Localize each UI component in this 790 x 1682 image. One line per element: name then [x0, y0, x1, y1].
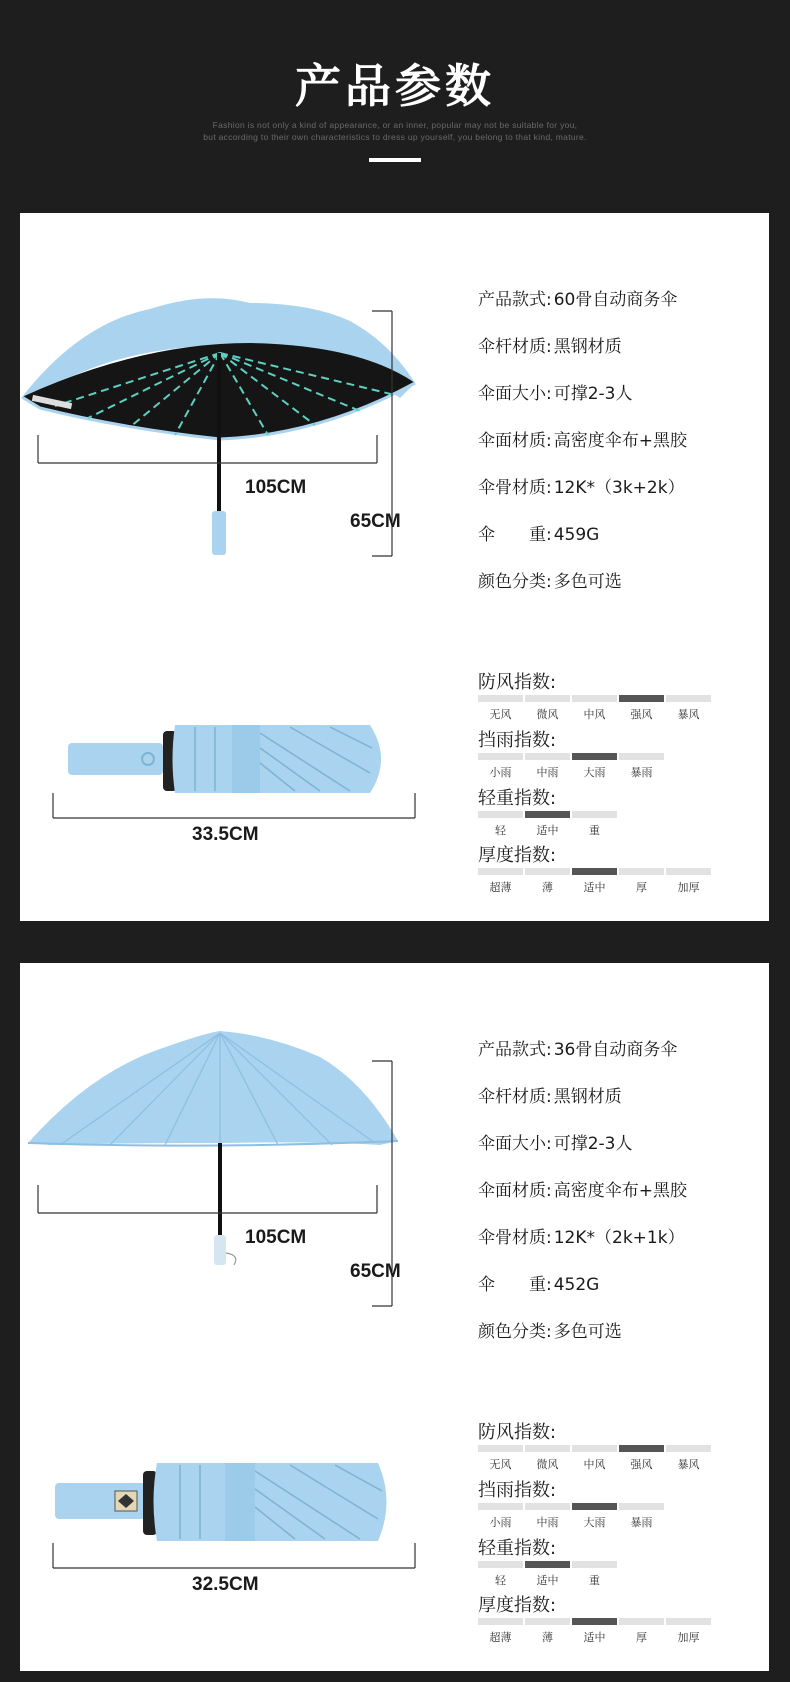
index-segment	[525, 1445, 570, 1452]
page-header	[0, 0, 790, 210]
index-segment	[525, 1618, 570, 1625]
header-subtitle-line-2: but according to their own characteristics to dress up yourself, you belong to that kind, mature.	[203, 132, 587, 142]
index-level-label: 加厚	[677, 881, 700, 894]
index-segment	[478, 1618, 523, 1625]
header-subtitle-line-1: Fashion is not only a kind of appearance, or an inner, popular may not be suitable for you,	[212, 120, 578, 130]
open-width-label: 105CM	[245, 1227, 307, 1248]
index-title: 厚度指数:	[478, 1595, 557, 1616]
spec-label: 伞面材质:	[478, 431, 552, 451]
spec-label: 伞 重:	[478, 1275, 552, 1295]
spec-value: 可撑2-3人	[553, 1134, 633, 1154]
index-level-label: 厚	[636, 881, 647, 894]
spec-value: 高密度伞布+黑胶	[553, 1181, 687, 1201]
index-title: 厚度指数:	[478, 845, 557, 866]
index-segment	[572, 1561, 617, 1568]
index-level-label: 暴风	[677, 708, 700, 721]
spec-row-style	[478, 285, 677, 310]
index-segment	[525, 868, 570, 875]
spec-row-color	[478, 567, 622, 592]
index-segment	[572, 695, 617, 702]
product-panel-2	[20, 963, 769, 1671]
spec-row-weight	[478, 520, 599, 545]
index-title: 防风指数:	[478, 672, 557, 693]
product-2-figure	[20, 963, 450, 1671]
index-level-label: 超薄	[489, 1631, 512, 1644]
spec-label: 颜色分类:	[478, 1322, 552, 1342]
product-panel-1	[20, 213, 769, 921]
spec-value: 可撑2-3人	[553, 384, 633, 404]
index-segment	[478, 868, 523, 875]
index-level-label: 暴风	[677, 1458, 700, 1471]
spec-row-canopy-material	[478, 1176, 687, 1201]
open-umbrella-image	[28, 1031, 398, 1265]
index-segment	[619, 1618, 664, 1625]
thickness-index	[478, 1591, 768, 1649]
rain-index	[478, 1476, 768, 1534]
index-level-label: 加厚	[677, 1631, 700, 1644]
index-level-label: 轻	[495, 1574, 506, 1587]
index-title: 挡雨指数:	[478, 730, 557, 751]
title-underline	[369, 158, 421, 162]
folded-umbrella-image	[68, 725, 381, 793]
spec-value: 黑钢材质	[553, 337, 622, 357]
index-segment-selected	[572, 1618, 617, 1625]
index-segment-selected	[619, 1445, 664, 1452]
spec-value: 60骨自动商务伞	[553, 290, 678, 310]
index-segment	[525, 1503, 570, 1510]
index-level-label: 大雨	[583, 766, 606, 779]
index-title: 轻重指数:	[478, 1538, 557, 1559]
index-level-label: 微风	[536, 708, 559, 721]
open-width-label: 105CM	[245, 477, 307, 498]
folded-length-dimension-line	[53, 793, 415, 818]
spec-value: 12K*（2k+1k）	[553, 1228, 685, 1248]
folded-umbrella-image	[55, 1463, 387, 1541]
index-level-label: 小雨	[489, 1516, 512, 1529]
index-level-label: 薄	[542, 1631, 553, 1644]
index-level-label: 小雨	[489, 766, 512, 779]
spec-label: 颜色分类:	[478, 572, 552, 592]
index-segment	[525, 695, 570, 702]
spec-row-rib-material	[478, 1223, 685, 1248]
index-segment	[666, 695, 711, 702]
index-level-label: 无风	[489, 1458, 512, 1471]
spec-row-color	[478, 1317, 622, 1342]
spec-row-canopy-size	[478, 379, 633, 404]
spec-row-style	[478, 1035, 677, 1060]
spec-label: 伞面大小:	[478, 1134, 552, 1154]
open-width-dimension-line	[38, 1185, 377, 1213]
weight-index	[478, 784, 768, 842]
index-level-label: 中风	[583, 708, 606, 721]
index-segment	[478, 753, 523, 760]
spec-label: 伞骨材质:	[478, 478, 552, 498]
spec-label: 伞 重:	[478, 525, 552, 545]
spec-value: 459G	[553, 525, 600, 545]
spec-label: 伞杆材质:	[478, 337, 552, 357]
index-segment	[478, 1445, 523, 1452]
index-segment-selected	[525, 811, 570, 818]
spec-label: 伞面材质:	[478, 1181, 552, 1201]
index-segment	[572, 811, 617, 818]
rain-index	[478, 726, 768, 784]
spec-value: 高密度伞布+黑胶	[553, 431, 687, 451]
index-title: 防风指数:	[478, 1422, 557, 1443]
spec-row-rib-material	[478, 473, 685, 498]
wind-index	[478, 668, 768, 726]
index-level-label: 暴雨	[630, 766, 653, 779]
index-level-label: 强风	[630, 708, 653, 721]
spec-label: 产品款式:	[478, 1040, 552, 1060]
folded-length-label: 33.5CM	[192, 824, 259, 845]
spec-row-canopy-size	[478, 1129, 633, 1154]
index-segment-selected	[619, 695, 664, 702]
spec-row-shaft-material	[478, 1082, 622, 1107]
open-width-dimension-line	[38, 435, 377, 463]
index-segment	[478, 811, 523, 818]
index-level-label: 适中	[583, 1631, 606, 1644]
index-level-label: 适中	[536, 824, 559, 837]
index-level-label: 轻	[495, 824, 506, 837]
open-height-label: 65CM	[350, 511, 401, 532]
index-segment-selected	[525, 1561, 570, 1568]
thickness-index	[478, 841, 768, 899]
index-segment	[478, 695, 523, 702]
index-level-label: 厚	[636, 1631, 647, 1644]
index-level-label: 适中	[536, 1574, 559, 1587]
spec-label: 产品款式:	[478, 290, 552, 310]
index-level-label: 微风	[536, 1458, 559, 1471]
spec-label: 伞骨材质:	[478, 1228, 552, 1248]
index-level-label: 薄	[542, 881, 553, 894]
spec-value: 多色可选	[553, 1322, 622, 1342]
spec-value: 36骨自动商务伞	[553, 1040, 678, 1060]
index-segment	[619, 868, 664, 875]
weight-index	[478, 1534, 768, 1592]
product-1-umbrella-illustration	[20, 213, 450, 921]
spec-label: 伞面大小:	[478, 384, 552, 404]
index-level-label: 无风	[489, 708, 512, 721]
index-segment	[666, 868, 711, 875]
index-level-label: 暴雨	[630, 1516, 653, 1529]
spec-row-weight	[478, 1270, 599, 1295]
index-level-label: 重	[589, 824, 600, 837]
product-2-umbrella-illustration	[20, 963, 450, 1671]
index-segment	[525, 753, 570, 760]
spec-row-canopy-material	[478, 426, 687, 451]
page-title: 产品参数	[295, 59, 495, 113]
spec-value: 12K*（3k+2k）	[553, 478, 685, 498]
open-height-label: 65CM	[350, 1261, 401, 1282]
index-level-label: 超薄	[489, 881, 512, 894]
folded-length-label: 32.5CM	[192, 1574, 259, 1595]
index-title: 挡雨指数:	[478, 1480, 557, 1501]
index-level-label: 强风	[630, 1458, 653, 1471]
spec-value: 多色可选	[553, 572, 622, 592]
spec-value: 黑钢材质	[553, 1087, 622, 1107]
index-segment-selected	[572, 1503, 617, 1510]
index-level-label: 中雨	[536, 766, 559, 779]
index-segment	[478, 1503, 523, 1510]
index-segment-selected	[572, 753, 617, 760]
index-level-label: 中雨	[536, 1516, 559, 1529]
index-segment	[478, 1561, 523, 1568]
index-segment	[572, 1445, 617, 1452]
spec-row-shaft-material	[478, 332, 622, 357]
index-title: 轻重指数:	[478, 788, 557, 809]
index-level-label: 重	[589, 1574, 600, 1587]
index-segment	[666, 1618, 711, 1625]
wind-index	[478, 1418, 768, 1476]
index-segment	[619, 1503, 664, 1510]
index-segment-selected	[572, 868, 617, 875]
spec-value: 452G	[553, 1275, 600, 1295]
index-level-label: 适中	[583, 881, 606, 894]
index-level-label: 中风	[583, 1458, 606, 1471]
index-segment	[619, 753, 664, 760]
folded-length-dimension-line	[53, 1543, 415, 1568]
index-segment	[666, 1445, 711, 1452]
product-1-figure	[20, 213, 450, 921]
index-level-label: 大雨	[583, 1516, 606, 1529]
spec-label: 伞杆材质:	[478, 1087, 552, 1107]
